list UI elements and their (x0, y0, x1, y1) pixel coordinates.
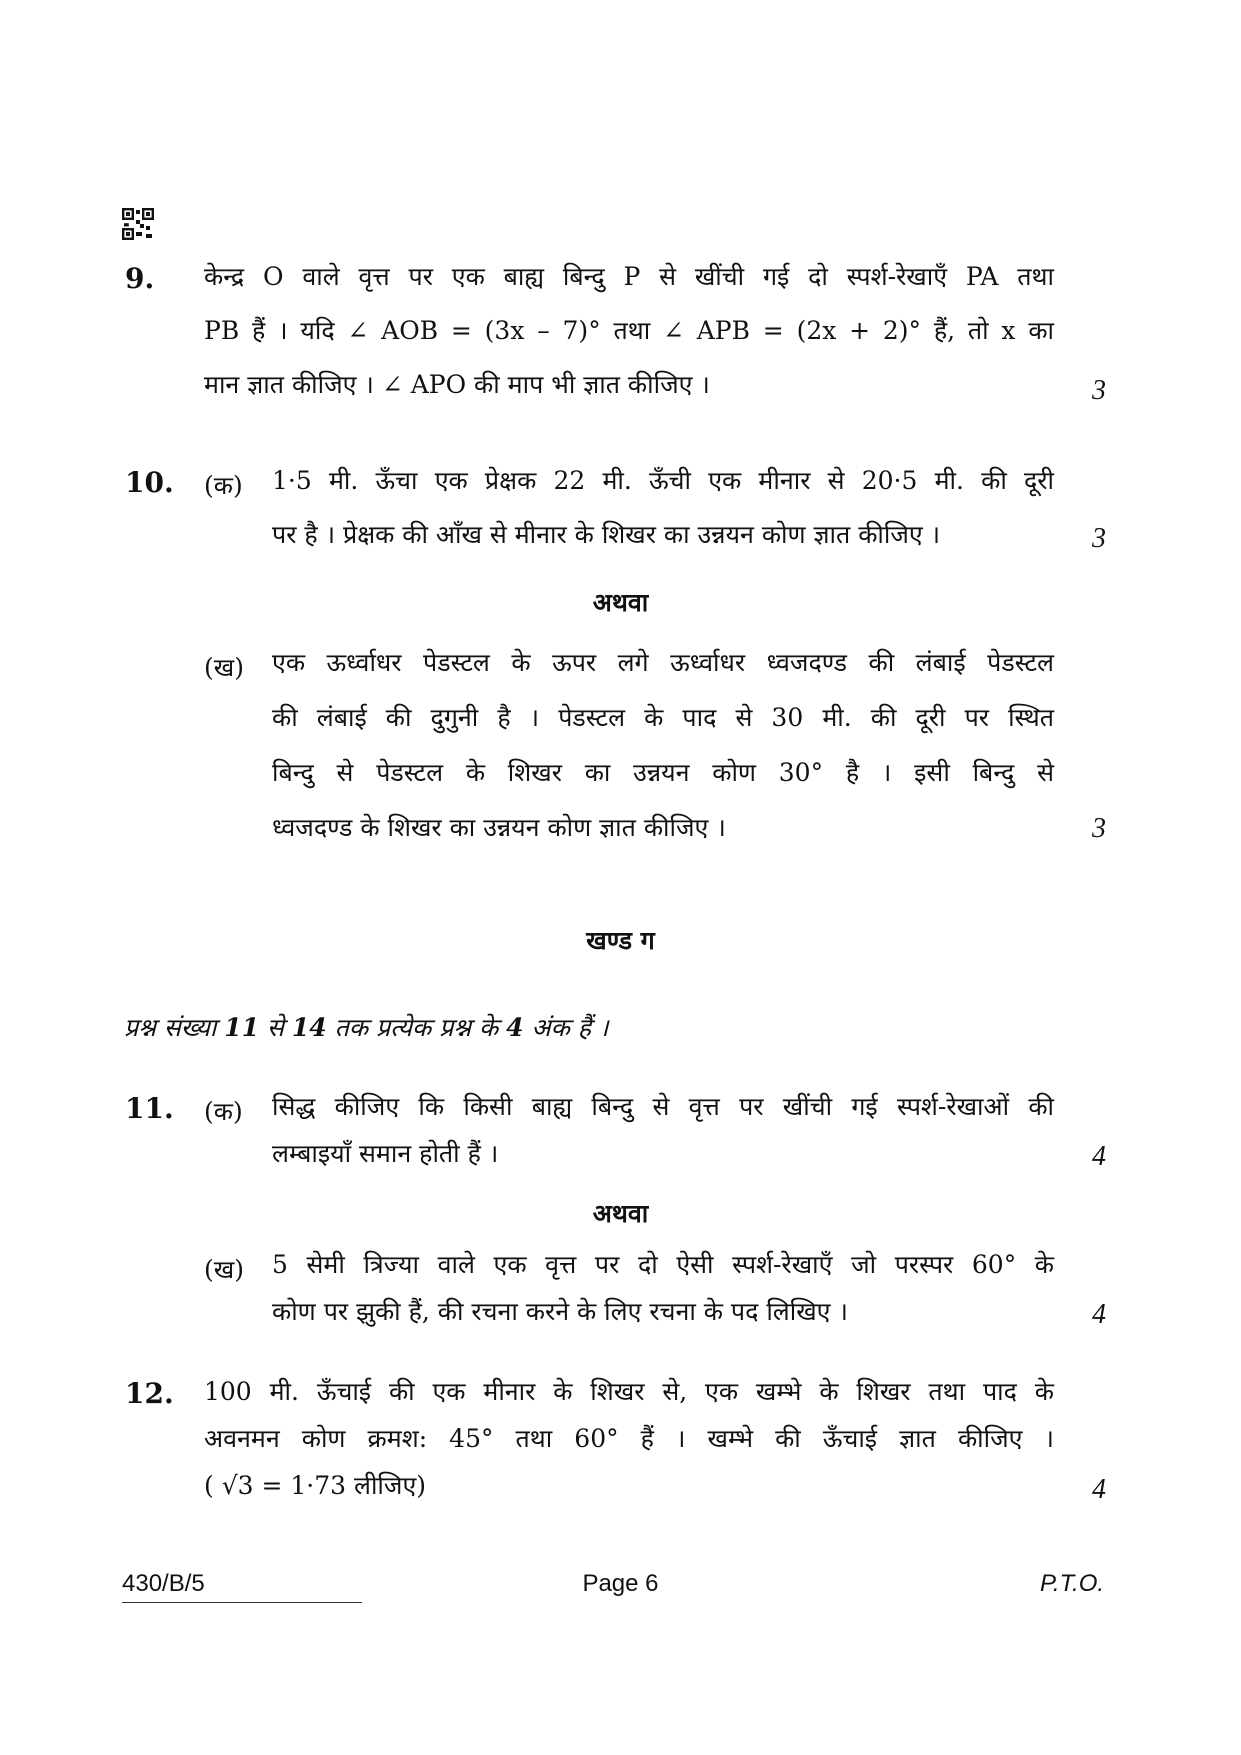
qr-code-icon (122, 208, 154, 240)
q10a-marks: 3 (1092, 523, 1106, 554)
question-number-10: 10. (125, 466, 174, 499)
q10-part-a-label: (क) (204, 471, 243, 500)
q10b-line-3: बिन्दु से पेडस्टल के शिखर का उन्नयन कोण 30° है । इसी बिन्दु से (272, 758, 1054, 787)
q12-line-1: 100 मी. ऊँचाई की एक मीनार के शिखर से, एक खम्भे के शिखर तथा पाद के (204, 1377, 1054, 1406)
q11b-line-1: 5 सेमी त्रिज्या वाले एक वृत्त पर दो ऐसी स्पर्श-रेखाएँ जो परस्पर 60° के (272, 1250, 1054, 1279)
q9-line-1: केन्द्र O वाले वृत्त पर एक बाह्य बिन्दु P से खींची गई दो स्पर्श-रेखाएँ PA तथा (204, 262, 1054, 291)
q11a-marks: 4 (1092, 1141, 1106, 1172)
section-title: खण्ड ग (586, 926, 655, 955)
paper-code: 430/B/5 (122, 1570, 205, 1597)
q12-line-3: ( √3 = 1·73 लीजिए) (204, 1471, 427, 1500)
q11-part-a-label: (क) (204, 1097, 243, 1126)
q10b-line-4: ध्वजदण्ड के शिखर का उन्नयन कोण ज्ञात कीजिए । (272, 813, 726, 842)
q10a-line-1: 1·5 मी. ऊँचा एक प्रेक्षक 22 मी. ऊँची एक मीनार से 20·5 मी. की दूरी (272, 466, 1054, 495)
q9-marks: 3 (1092, 375, 1106, 406)
q10-part-b-label: (ख) (204, 653, 244, 682)
question-number-9: 9. (125, 262, 155, 295)
q10a-line-2: पर है । प्रेक्षक की आँख से मीनार के शिखर का उन्नयन कोण ज्ञात कीजिए । (272, 520, 941, 549)
q9-line-2: PB हैं । यदि ∠ AOB = (3x – 7)° तथा ∠ APB = (2x + 2)° हैं, तो x का (204, 316, 1054, 345)
q11-part-b-label: (ख) (204, 1255, 244, 1284)
section-instruction: प्रश्न संख्या 11 से 14 तक प्रत्येक प्रश्न के 4 अंक हैं । (124, 1013, 609, 1042)
q11b-marks: 4 (1092, 1299, 1106, 1330)
q10-or: अथवा (592, 588, 649, 617)
q11b-line-2: कोण पर झुकी हैं, की रचना करने के लिए रचना के पद लिखिए । (272, 1297, 848, 1326)
q11a-line-1: सिद्ध कीजिए कि किसी बाह्य बिन्दु से वृत्त पर खींची गई स्पर्श-रेखाओं की (272, 1092, 1054, 1121)
q12-line-2: अवनमन कोण क्रमश: 45° तथा 60° हैं । खम्भे की ऊँचाई ज्ञात कीजिए । (204, 1424, 1054, 1453)
q10b-marks: 3 (1092, 813, 1106, 844)
q10b-line-2: की लंबाई की दुगुनी है । पेडस्टल के पाद से 30 मी. की दूरी पर स्थित (272, 703, 1054, 732)
q11a-line-2: लम्बाइयाँ समान होती हैं । (272, 1139, 499, 1168)
question-number-11: 11. (125, 1092, 174, 1125)
footer-divider (122, 1602, 362, 1603)
q9-line-3: मान ज्ञात कीजिए । ∠ APO की माप भी ज्ञात कीजिए । (204, 370, 710, 399)
q11-or: अथवा (592, 1199, 649, 1228)
pto-label: P.T.O. (1040, 1570, 1105, 1597)
question-number-12: 12. (125, 1377, 174, 1410)
q12-marks: 4 (1092, 1474, 1106, 1505)
page-number: Page 6 (582, 1570, 659, 1597)
q10b-line-1: एक ऊर्ध्वाधर पेडस्टल के ऊपर लगे ऊर्ध्वाधर ध्वजदण्ड की लंबाई पेडस्टल (272, 648, 1054, 677)
